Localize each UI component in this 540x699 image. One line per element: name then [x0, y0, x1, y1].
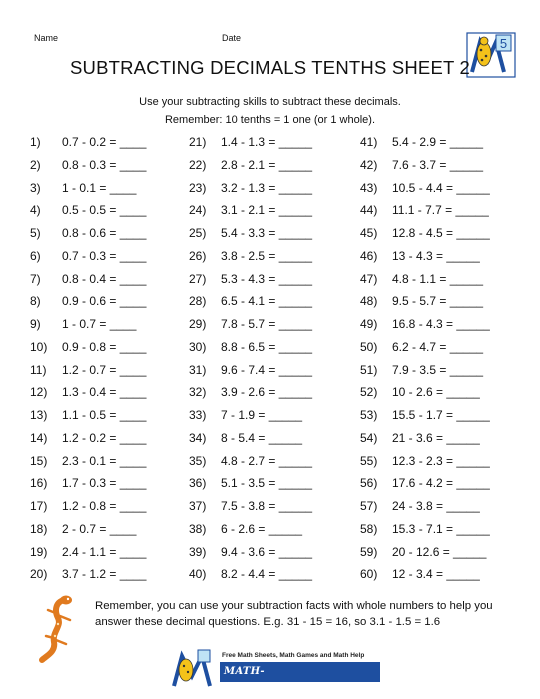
question-number: 1) — [30, 135, 41, 149]
reminder-line-1: Remember, you can use your subtraction facts with whole numbers to help you — [95, 600, 493, 612]
worksheet-title: SUBTRACTING DECIMALS TENTHS SHEET 2 — [69, 57, 471, 78]
question-expression: 1.1 - 0.5 = ____ — [62, 408, 147, 422]
question-expression: 7.6 - 3.7 = _____ — [392, 157, 484, 172]
question-expression: 3.9 - 2.6 = _____ — [221, 385, 313, 400]
question-number: 33) — [189, 408, 207, 422]
question-number: 29) — [189, 317, 207, 331]
question-number: 26) — [189, 248, 207, 263]
question-number: 39) — [189, 544, 207, 559]
question-expression: 12.8 - 4.5 = _____ — [392, 226, 490, 240]
question-number: 40) — [189, 567, 207, 582]
question-expression: 1 - 0.1 = ____ — [62, 180, 137, 195]
question-number: 14) — [30, 430, 48, 445]
question-number: 15) — [30, 453, 48, 468]
question-expression: 5.1 - 3.5 = _____ — [221, 476, 313, 491]
question-number: 34) — [189, 430, 207, 445]
question-expression: 8 - 5.4 = _____ — [221, 430, 303, 445]
reminder-text — [95, 598, 515, 630]
question-expression: 12.3 - 2.3 = _____ — [392, 453, 490, 468]
question-number: 35) — [189, 453, 207, 468]
question-number: 6) — [30, 248, 41, 263]
question-number: 9) — [30, 317, 41, 331]
question-expression: 0.7 - 0.3 = ____ — [62, 248, 147, 263]
question-expression: 5.3 - 4.3 = _____ — [221, 271, 313, 286]
question-expression: 20 - 12.6 = _____ — [392, 544, 487, 559]
question-expression: 16.8 - 4.3 = _____ — [392, 317, 490, 331]
question-expression: 7.5 - 3.8 = _____ — [221, 499, 313, 513]
question-expression: 21 - 3.6 = _____ — [392, 430, 480, 445]
question-expression: 17.6 - 4.2 = _____ — [392, 476, 490, 491]
question-number: 53) — [360, 408, 378, 422]
question-expression: 1.2 - 0.8 = ____ — [62, 499, 147, 513]
question-number: 56) — [360, 476, 378, 491]
name-label: Name — [34, 33, 59, 43]
question-expression: 15.5 - 1.7 = _____ — [392, 408, 490, 422]
question-number: 31) — [189, 362, 207, 377]
instruction-line-1: Use your subtracting skills to subtract these decimals. — [139, 96, 401, 108]
question-number: 12) — [30, 385, 48, 400]
question-expression: 10 - 2.6 = _____ — [392, 385, 480, 400]
question-number: 19) — [30, 544, 48, 559]
question-number: 36) — [189, 476, 207, 491]
question-expression: 24 - 3.8 = _____ — [392, 499, 480, 513]
question-expression: 1.4 - 1.3 = _____ — [221, 135, 313, 149]
question-number: 54) — [360, 430, 378, 445]
question-expression: 2 - 0.7 = ____ — [62, 521, 137, 536]
question-expression: 1.2 - 0.2 = ____ — [62, 430, 147, 445]
question-expression: 1.3 - 0.4 = ____ — [62, 385, 147, 400]
question-expression: 1 - 0.7 = ____ — [62, 317, 137, 331]
question-expression: 0.9 - 0.6 = ____ — [62, 294, 147, 309]
question-number: 32) — [189, 385, 207, 400]
question-expression: 4.8 - 2.7 = _____ — [221, 453, 313, 468]
question-expression: 4.8 - 1.1 = _____ — [392, 271, 484, 286]
question-expression: 10.5 - 4.4 = _____ — [392, 180, 490, 195]
question-number: 17) — [30, 499, 48, 513]
question-expression: 0.8 - 0.6 = ____ — [62, 226, 147, 240]
question-expression: 0.8 - 0.4 = ____ — [62, 271, 147, 286]
question-expression: 9.4 - 3.6 = _____ — [221, 544, 313, 559]
question-expression: 3.2 - 1.3 = _____ — [221, 180, 313, 195]
question-number: 50) — [360, 339, 378, 354]
question-number: 13) — [30, 408, 48, 422]
question-number: 28) — [189, 294, 207, 309]
question-expression: 6.2 - 4.7 = _____ — [392, 339, 484, 354]
question-number: 57) — [360, 499, 378, 513]
question-number: 25) — [189, 226, 207, 240]
question-number: 41) — [360, 135, 378, 149]
question-expression: 1.2 - 0.7 = ____ — [62, 362, 147, 377]
question-number: 30) — [189, 339, 207, 354]
question-number: 2) — [30, 157, 41, 172]
question-number: 23) — [189, 180, 207, 195]
question-number: 38) — [189, 521, 207, 536]
question-expression: 3.1 - 2.1 = _____ — [221, 203, 313, 218]
question-expression: 5.4 - 2.9 = _____ — [392, 135, 484, 149]
question-expression: 11.1 - 7.7 = _____ — [392, 203, 489, 218]
reminder-line-2: answer these decimal questions. E.g. 31 - 15 = 16, so 3.1 - 1.5 = 1.6 — [95, 616, 441, 628]
question-number: 43) — [360, 180, 378, 195]
gecko-illustration — [38, 594, 80, 664]
question-number: 51) — [360, 362, 378, 377]
question-expression: 15.3 - 7.1 = _____ — [392, 521, 490, 536]
question-expression: 7.8 - 5.7 = _____ — [221, 317, 313, 331]
question-number: 52) — [360, 385, 378, 400]
question-number: 8) — [30, 294, 41, 309]
question-expression: 12 - 3.4 = _____ — [392, 567, 480, 582]
question-expression: 13 - 4.3 = _____ — [392, 248, 480, 263]
instruction-line-2: Remember: 10 tenths = 1 one (or 1 whole). — [164, 114, 376, 126]
question-expression: 7 - 1.9 = _____ — [221, 408, 303, 422]
question-expression: 0.7 - 0.2 = ____ — [62, 135, 147, 149]
question-number: 37) — [189, 499, 207, 513]
question-number: 46) — [360, 248, 378, 263]
question-expression: 2.8 - 2.1 = _____ — [221, 157, 313, 172]
footer-brand: MATH-SALAMANDERS.COM — [220, 662, 380, 682]
date-label: Date — [222, 33, 242, 43]
question-expression: 2.3 - 0.1 = ____ — [62, 453, 147, 468]
question-number: 49) — [360, 317, 378, 331]
question-number: 5) — [30, 226, 41, 240]
question-expression: 1.7 - 0.3 = ____ — [62, 476, 147, 491]
question-expression: 0.8 - 0.3 = ____ — [62, 157, 147, 172]
question-number: 55) — [360, 453, 378, 468]
question-expression: 6.5 - 4.1 = _____ — [221, 294, 313, 309]
question-number: 48) — [360, 294, 378, 309]
question-expression: 0.9 - 0.8 = ____ — [62, 339, 147, 354]
question-expression: 9.6 - 7.4 = _____ — [221, 362, 313, 377]
question-expression: 5.4 - 3.3 = _____ — [221, 226, 313, 240]
question-expression: 8.8 - 6.5 = _____ — [221, 339, 313, 354]
question-number: 10) — [30, 339, 48, 354]
logo-number: 5 — [499, 36, 508, 51]
question-expression: 2.4 - 1.1 = ____ — [62, 544, 147, 559]
question-expression: 0.5 - 0.5 = ____ — [62, 203, 147, 218]
question-number: 60) — [360, 567, 378, 582]
question-number: 27) — [189, 271, 207, 286]
question-expression: 3.8 - 2.5 = _____ — [221, 248, 313, 263]
footer-tagline: Free Math Sheets, Math Games and Math Help — [222, 652, 365, 659]
question-number: 45) — [360, 226, 378, 240]
salamander-icon — [170, 648, 214, 690]
question-number: 11) — [30, 362, 47, 377]
question-expression: 7.9 - 3.5 = _____ — [392, 362, 484, 377]
question-expression: 8.2 - 4.4 = _____ — [221, 567, 313, 582]
question-number: 7) — [30, 271, 41, 286]
footer-logo — [170, 648, 382, 697]
question-number: 16) — [30, 476, 48, 491]
question-number: 42) — [360, 157, 378, 172]
question-number: 4) — [30, 203, 41, 218]
question-expression: 3.7 - 1.2 = ____ — [62, 567, 147, 582]
question-number: 59) — [360, 544, 378, 559]
question-number: 3) — [30, 180, 41, 195]
question-number: 44) — [360, 203, 378, 218]
question-expression: 9.5 - 5.7 = _____ — [392, 294, 484, 309]
question-number: 58) — [360, 521, 378, 536]
question-number: 21) — [189, 135, 207, 149]
question-number: 18) — [30, 521, 48, 536]
question-number: 47) — [360, 271, 378, 286]
question-expression: 6 - 2.6 = _____ — [221, 521, 303, 536]
question-number: 24) — [189, 203, 207, 218]
question-number: 20) — [30, 567, 48, 582]
question-number: 22) — [189, 157, 207, 172]
